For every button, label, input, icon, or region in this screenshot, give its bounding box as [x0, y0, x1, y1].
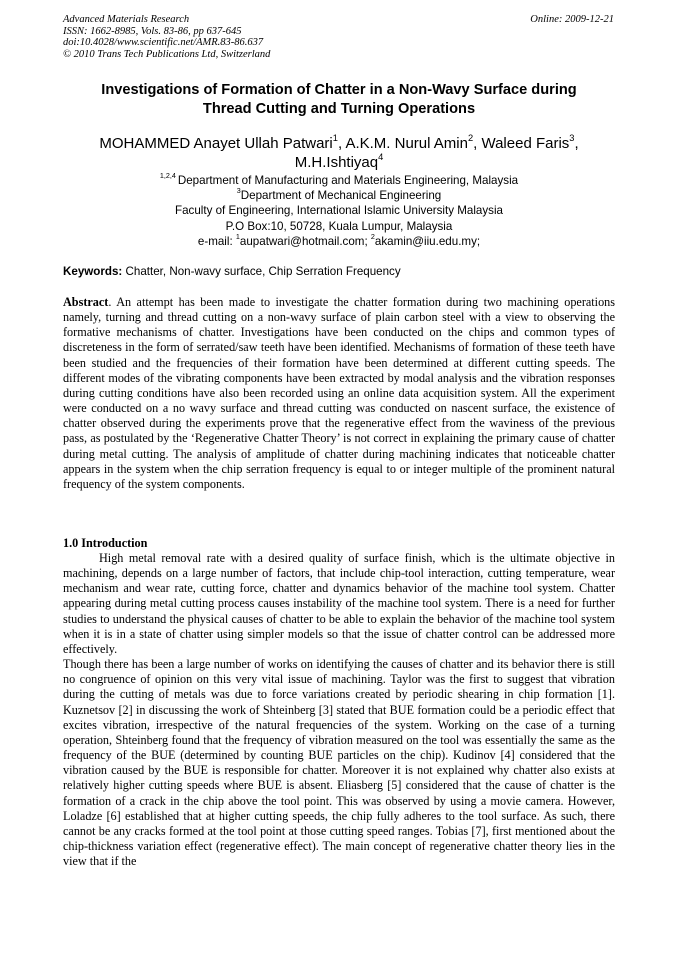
journal-header	[63, 14, 270, 60]
affiliation-1-text: Department of Manufacturing and Materials Engineering, Malaysia	[177, 174, 519, 187]
affiliation-line-2	[63, 188, 615, 203]
author-line-1	[63, 134, 615, 153]
affiliation-2-sup: 3	[236, 186, 241, 196]
author-3-tail: ,	[574, 135, 579, 152]
author-4: M.H.Ishtiyaq	[294, 154, 379, 171]
affiliation-line-4: P.O Box:10, 50728, Kuala Lumpur, Malaysia	[225, 219, 453, 233]
introduction-body	[63, 551, 615, 869]
email-1[interactable]: aupatwari@hotmail.com;	[239, 234, 371, 248]
author-1-sup: 1	[332, 132, 338, 143]
affiliation-line-1	[63, 173, 615, 188]
email-2[interactable]: akamin@iiu.edu.my;	[374, 234, 481, 248]
author-line-2	[63, 153, 615, 172]
email-label: e-mail:	[197, 234, 236, 248]
affiliation-1-sup: 1,2,4	[159, 171, 178, 181]
journal-name: Advanced Materials Research	[63, 14, 190, 25]
paper-title	[63, 81, 615, 119]
intro-paragraph-2: Though there has been a large number of works on identifying the causes of chatter and its behavior there is still no congruence of opinion on this very vital issue of machining. Taylor was the first to suggest that vibration during the cutting of metals was due to force variations created by periodic shearing in chip formation [1]. Kuznetsov [2] in discussing the work of Shteinberg [3] stated that BUE formation could be a periodic effect that excites vibration, irrespective of the natural frequencies of the system. Working on the case of a turning operation, Shteinberg found that the frequency of vibration measured on the tool was essentially the same as the frequency of the BUE (determined by counting BUE particles on the chip). Kudinov [4] considered that the vibration caused by the BUE is responsible for chatter. Moreover it is not explained why chatter also exists at relatively higher cutting speeds where BUE is absent. Eliasberg [5] considered that the cause of chatter is the formation of a crack in the chip above the tool point. This was observed by using a movie camera. However, Loladze [6] established that at higher cutting speeds, the chip fully adheres to the tool surface. As such, there cannot be any cracks formed at the tool point at those cutting speed ranges. Tobias [7], first mentioned about the chip-thickness variation effect (regenerative effect). The main concept of regenerative chatter theory lies in the view that if the	[63, 657, 615, 869]
issn-line: ISSN: 1662-8985, Vols. 83-86, pp 637-645	[63, 25, 242, 37]
email-2-sup: 2	[370, 231, 375, 241]
keywords-label: Keywords:	[63, 265, 123, 278]
author-3-sup: 3	[569, 132, 575, 143]
online-date: Online: 2009-12-21	[530, 14, 614, 25]
email-line	[63, 231, 615, 249]
intro-paragraph-1: High metal removal rate with a desired quality of surface finish, which is the ultimate objective in machining, depends on a large number of factors, that include chip-tool interaction, cutting temperature, wear mechanism and wear rate, cutting force, chatter and dynamics behavior of the machine tool system. Chatter appearing during metal cutting process causes instability of the machine tool system. There is a need for further studies to understand the physical causes of chatter to be able to explain the behavior of the machine tool system when it is in a state of chatter using simpler models so that the issue of chatter control can be addressed more effectively.	[63, 551, 615, 656]
keywords	[63, 265, 615, 279]
abstract	[63, 295, 615, 492]
affiliation-line-3: Faculty of Engineering, International Islamic University Malaysia	[175, 204, 503, 218]
author-2-sup: 2	[467, 132, 474, 143]
copyright-line: © 2010 Trans Tech Publications Ltd, Switzerland	[63, 48, 271, 60]
title-line-1: Investigations of Formation of Chatter in a Non-Wavy Surface during	[101, 82, 577, 98]
author-4-sup: 4	[378, 151, 384, 162]
affiliations	[63, 173, 615, 249]
email-1-sup: 1	[235, 231, 240, 241]
introduction-heading: 1.0 Introduction	[63, 536, 148, 550]
abstract-text: . An attempt has been made to investigate the chatter formation during two machining operations namely, turning and thread cutting on a non-wavy surface of plain carbon steel with a view to observing the formative mechanisms of chatter. Investigations have been conducted on the chips and common types of discreteness in the form of serrated/saw teeth have been identified. Mechanisms of formation of these teeth have been studied and the frequencies of their formation have been determined at different cutting speeds. The different modes of the vibrating components have been extracted by modal analysis and the vibration responses during cutting conditions have also been recorded using an online data acquisition system. All the experiment were conducted on a no wavy surface and thread cutting was conducted on nascent surface, the existence of chatter observed during the experiments prove that the regenerative effect from the waviness of the previous pass, as postulated by the ‘Regenerative Chatter Theory’ is not correct in explaining the primary cause of chatter during metal cutting. The analysis of amplitude of chatter during machining indicates that noticeable chatter appears in the system when the chip serration frequency is equal to or integer multiple of the prominent natural frequency of the system components.	[63, 295, 615, 491]
abstract-label: Abstract	[63, 295, 109, 309]
keywords-text: Chatter, Non-wavy surface, Chip Serration Frequency	[122, 265, 401, 278]
author-2: , A.K.M. Nurul Amin	[337, 135, 468, 152]
author-1: MOHAMMED Anayet Ullah Patwari	[99, 135, 333, 152]
author-list	[63, 134, 615, 172]
affiliation-2-text: Department of Mechanical Engineering	[240, 189, 442, 203]
title-line-2: Thread Cutting and Turning Operations	[202, 101, 476, 117]
author-3: , Waleed Faris	[473, 135, 570, 152]
doi-line: doi:10.4028/www.scientific.net/AMR.83-86.637	[63, 37, 264, 48]
